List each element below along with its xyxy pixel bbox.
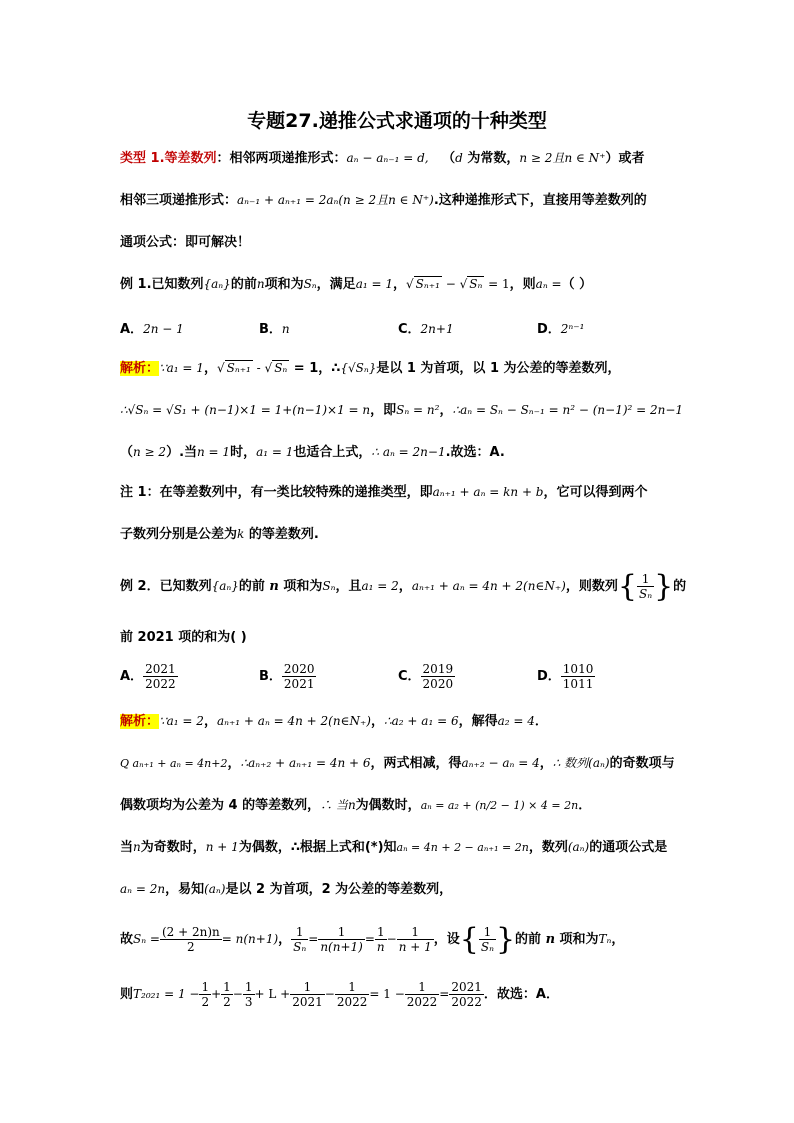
text: 的前 — [238, 579, 270, 594]
example2-solution-line-4 — [120, 837, 667, 858]
option-letter: D． — [537, 669, 561, 684]
text: ， — [278, 932, 292, 947]
sqrt-sign: √ — [264, 361, 273, 375]
brace-right: } — [654, 568, 674, 604]
numerator: 1 — [318, 925, 365, 940]
numerator: 2021 — [145, 662, 176, 676]
numerator: 2019 — [422, 662, 454, 676]
formula: n ≥ 2且n ∈ N⁺ — [519, 151, 606, 165]
formula: ∴ 数列(aₙ) — [552, 756, 610, 770]
option-value: 2n − 1 — [143, 322, 184, 336]
formula: Sₙ₊₁ — [226, 361, 251, 375]
text: ， — [611, 932, 625, 947]
example1-option-d[interactable] — [537, 318, 584, 337]
formula: = — [439, 987, 450, 1001]
formula: = 1 − — [369, 987, 405, 1001]
example1-option-b[interactable] — [259, 318, 290, 337]
formula: ∴a₂ + a₁ = 6 — [384, 714, 459, 728]
formula: aₙ = 2n — [120, 882, 166, 896]
option-letter: C． — [398, 669, 421, 684]
formula: Q aₙ₊₁ + aₙ = 4n+2 — [120, 757, 228, 770]
text: 的通项公式是 — [589, 840, 668, 855]
denominator: Sₙ — [480, 940, 494, 954]
text: 项和为 — [264, 277, 304, 292]
denominator: Sₙ — [293, 940, 307, 954]
formula: Tₙ — [598, 932, 612, 946]
text: 的前 — [230, 277, 257, 292]
formula: n — [133, 840, 141, 854]
formula: d — [455, 151, 463, 165]
fraction — [199, 980, 211, 1009]
type1-line-2 — [120, 190, 647, 211]
denominator: 2021 — [283, 677, 315, 691]
option-value: 2ⁿ⁻¹ — [560, 322, 585, 336]
formula: aₙ = — [535, 277, 562, 291]
numerator: 1 — [290, 980, 325, 995]
numerator: 1 — [335, 980, 370, 995]
formula: a₁ = 2 — [361, 579, 399, 593]
formula: = n(n+1) — [221, 932, 279, 946]
text: ，则 — [509, 277, 536, 292]
text: ）.当 — [166, 445, 198, 460]
denominator: 3 — [244, 995, 253, 1009]
denominator: 1011 — [562, 677, 594, 691]
text: 的等差数列. — [244, 527, 319, 542]
formula: Sₙ — [469, 277, 483, 291]
text: 项和为 — [278, 579, 323, 594]
formula: n — [347, 798, 356, 812]
text: ，两式相减，得 — [370, 756, 462, 771]
formula: Sₙ — [322, 579, 336, 593]
formula: Sₙ₊₁ — [415, 277, 440, 291]
formula: Sₙ = n² — [396, 403, 440, 417]
numerator: (2 + 2n)n — [161, 925, 220, 939]
text: ， — [439, 403, 453, 418]
example2-option-d[interactable] — [537, 662, 595, 691]
text: ， — [539, 756, 553, 771]
text: ， — [371, 714, 385, 729]
fraction — [335, 980, 370, 1009]
option-letter: B． — [259, 669, 282, 684]
text: （ — [120, 445, 134, 460]
formula: aₙ = 4n + 2 − aₙ₊₁ = 2n — [396, 841, 529, 854]
option-letter: B． — [259, 322, 282, 337]
numerator: 2021 — [451, 980, 482, 994]
fraction — [221, 980, 233, 1009]
text: ，设 — [433, 932, 460, 947]
formula: (aₙ) — [567, 840, 590, 854]
formula: n = 1 — [197, 445, 231, 459]
text: 是以 1 为首项，以 1 为公差的等差数列， — [376, 361, 621, 376]
formula: n — [269, 579, 279, 594]
denominator: 2022 — [336, 995, 368, 1009]
text: ，即 — [370, 403, 397, 418]
text: ， — [227, 756, 241, 771]
denominator: 2022 — [451, 995, 482, 1009]
brace-right: } — [495, 921, 516, 957]
text: ，它可以得到两个 — [543, 485, 648, 500]
formula: aₙ − aₙ₋₁ = d, — [346, 151, 429, 165]
text: ，满足 — [316, 277, 356, 292]
text: 例 1.已知数列 — [120, 277, 204, 292]
text: 为常数， — [462, 151, 520, 166]
text: ， — [392, 277, 406, 292]
numerator: 1 — [637, 572, 654, 587]
denominator: 2022 — [145, 677, 176, 691]
option-letter: A． — [120, 669, 144, 684]
example2-solution-line-3 — [120, 795, 591, 816]
option-letter: C． — [398, 322, 421, 337]
denominator: Sₙ — [638, 587, 653, 601]
formula: k — [237, 527, 245, 541]
numerator: 1 — [291, 925, 308, 940]
text: ，则数列 — [565, 579, 618, 594]
example1-solution-line-2 — [120, 400, 683, 421]
brace-left: { — [617, 568, 637, 604]
formula: ∴ aₙ = 2n−1 — [371, 445, 446, 459]
formula: − — [232, 987, 243, 1001]
formula: ∴aₙ₊₂ + aₙ₊₁ = 4n + 6 — [240, 756, 371, 770]
option-letter: A． — [120, 322, 144, 337]
fraction — [318, 925, 365, 954]
example1-solution-line-1 — [120, 358, 621, 379]
sqrt-sign: √ — [459, 277, 468, 291]
formula: n — [256, 277, 265, 291]
text: ：相邻两项递推形式： — [216, 151, 347, 166]
formula: Sₙ = — [133, 932, 160, 946]
numerator: 1 — [397, 925, 434, 940]
text: 是以 2 为首项，2 为公差的等差数列， — [225, 882, 453, 897]
text: ，易知 — [165, 882, 205, 897]
sqrt-sign: √ — [216, 361, 225, 375]
text: ， — [203, 714, 217, 729]
text: = 1，∴ — [289, 361, 341, 376]
formula: ∵a₁ = 1 — [159, 361, 204, 375]
fraction — [405, 980, 440, 1009]
formula: ∴√Sₙ = √S₁ + (n−1)×1 = 1+(n−1)×1 = n — [120, 403, 371, 417]
text: ，且 — [335, 579, 362, 594]
formula: ∴aₙ = Sₙ − Sₙ₋₁ = n² − (n−1)² = 2n−1 — [452, 403, 684, 417]
text: 当 — [120, 840, 134, 855]
example2-solution-line-1 — [120, 711, 548, 732]
text: 的前 — [515, 932, 546, 947]
text: 为偶数，∴根据上式和(*)知 — [238, 840, 397, 855]
formula: n + 1 — [205, 840, 239, 854]
formula: + — [211, 987, 222, 1001]
formula: {aₙ} — [203, 277, 231, 291]
numerator: 1 — [479, 925, 496, 940]
fraction — [243, 980, 255, 1009]
brace-left: { — [459, 921, 479, 957]
denominator: 2020 — [422, 677, 454, 691]
denominator: 2 — [201, 995, 210, 1009]
text: （ — [442, 151, 456, 166]
formula: a₂ = 4 — [497, 714, 535, 728]
formula: - — [252, 361, 265, 375]
text: 项和为 — [555, 932, 599, 947]
text: 偶数项均为公差为 4 的等差数列， — [120, 798, 321, 813]
option-fraction — [282, 662, 317, 691]
example2-solution-line-7 — [120, 977, 559, 1012]
denominator: 2 — [187, 940, 195, 954]
numerator: 1 — [244, 980, 253, 994]
formula: Sₙ — [274, 361, 288, 375]
example1-question — [120, 274, 592, 295]
text: 则 — [120, 987, 134, 1002]
formula: a₁ = 1 — [256, 445, 294, 459]
text: .故选：A. — [445, 445, 505, 460]
text: 的 — [673, 579, 687, 594]
numerator: 1 — [223, 980, 231, 994]
example2-solution-line-2 — [120, 753, 675, 774]
text: 子数列分别是公差为 — [120, 527, 238, 542]
text: ， — [203, 361, 217, 376]
text: 例 2．已知数列 — [120, 579, 212, 594]
option-fraction — [143, 662, 178, 691]
type1-line-3: 通项公式：即可解决！ — [120, 235, 251, 250]
formula: aₙ₊₁ + aₙ = 4n + 2(n∈N₊) — [216, 714, 371, 728]
numerator: 1 — [375, 925, 387, 940]
text: 时， — [230, 445, 257, 460]
note1-line-1 — [120, 482, 648, 503]
fraction — [449, 980, 484, 1009]
example2-option-a[interactable] — [120, 662, 178, 691]
option-fraction — [421, 662, 456, 691]
formula: aₙ₊₁ + aₙ = 4n + 2(n∈N₊) — [411, 579, 566, 593]
solution-label: 解析： — [120, 714, 160, 729]
formula: + L + — [254, 987, 291, 1001]
fraction — [290, 980, 325, 1009]
text: .这种递推形式下，直接用等差数列的 — [433, 193, 647, 208]
option-letter: D． — [537, 322, 561, 337]
example2-option-c[interactable] — [398, 662, 455, 691]
formula: aₙ = a₂ + (n/2 − 1) × 4 = 2n — [420, 799, 579, 812]
formula: ∴ 当 — [320, 798, 348, 812]
text: ，数列 — [528, 840, 568, 855]
text: 也适合上式， — [293, 445, 372, 460]
formula: − — [441, 277, 460, 291]
denominator: 2022 — [406, 995, 438, 1009]
fraction — [397, 925, 434, 954]
text: 为奇数时， — [140, 840, 206, 855]
fraction — [479, 925, 496, 954]
denominator: n — [376, 940, 385, 954]
denominator: 2021 — [292, 995, 323, 1009]
formula: n — [545, 932, 556, 947]
text: 的奇数项与 — [609, 756, 675, 771]
text: ． — [578, 798, 592, 813]
formula: {aₙ} — [211, 579, 239, 593]
formula: a₁ = 1 — [355, 277, 393, 291]
text: 相邻三项递推形式： — [120, 193, 238, 208]
formula: aₙ₊₂ − aₙ = 4 — [461, 756, 540, 770]
formula: − — [386, 932, 397, 946]
text: 注 1：在等差数列中，有一类比较特殊的递推类型，即 — [120, 485, 433, 500]
text: ， — [398, 579, 412, 594]
formula: Sₙ — [303, 277, 317, 291]
text: ．故选：A． — [483, 987, 559, 1002]
fraction — [375, 925, 387, 954]
example2-option-b[interactable] — [259, 662, 316, 691]
example2-question-line-2: 前 2021 项的和为( ) — [120, 630, 247, 645]
type1-line-1 — [120, 148, 645, 169]
formula: aₙ₋₁ + aₙ₊₁ = 2aₙ(n ≥ 2且n ∈ N⁺) — [237, 193, 434, 207]
example2-solution-line-5 — [120, 879, 452, 900]
example1-option-a[interactable] — [120, 318, 184, 337]
text: （ ） — [561, 277, 593, 292]
option-fraction — [561, 662, 596, 691]
numerator: 1 — [201, 980, 210, 994]
example1-solution-line-3 — [120, 442, 505, 463]
formula: − — [324, 987, 335, 1001]
type1-label: 类型 1.等差数列 — [120, 151, 217, 166]
text: ． — [534, 714, 548, 729]
formula: = — [364, 932, 375, 946]
example2-question — [120, 568, 687, 604]
formula: aₙ₊₁ + aₙ = kn + b — [432, 485, 544, 499]
page-title: 专题27.递推公式求通项的十种类型 — [247, 110, 547, 132]
fraction — [637, 572, 654, 601]
formula: (aₙ) — [204, 882, 226, 896]
example2-solution-line-6 — [120, 922, 624, 957]
fraction — [291, 925, 308, 954]
formula: = — [308, 932, 319, 946]
numerator: 2020 — [283, 662, 315, 676]
denominator: n + 1 — [398, 940, 432, 954]
formula: ∵a₁ = 2 — [159, 714, 204, 728]
option-value: n — [281, 322, 290, 336]
denominator: 2 — [223, 995, 231, 1009]
numerator: 1 — [405, 980, 440, 995]
fraction — [160, 925, 222, 954]
text: 为偶数时， — [355, 798, 421, 813]
text: ，解得 — [458, 714, 498, 729]
text: ）或者 — [605, 151, 645, 166]
solution-label: 解析： — [120, 361, 160, 376]
formula: = 1 — [484, 277, 510, 291]
sqrt-sign: √ — [406, 277, 414, 291]
example1-option-c[interactable] — [398, 318, 454, 337]
option-value: 2n+1 — [420, 322, 454, 336]
note1-line-2 — [120, 524, 319, 545]
numerator: 1010 — [562, 662, 594, 676]
denominator: n(n+1) — [320, 940, 363, 954]
text: 故 — [120, 932, 134, 947]
formula: T₂₀₂₁ = 1 − — [133, 987, 200, 1001]
formula: {√Sₙ} — [340, 361, 377, 375]
formula: n ≥ 2 — [133, 445, 167, 459]
